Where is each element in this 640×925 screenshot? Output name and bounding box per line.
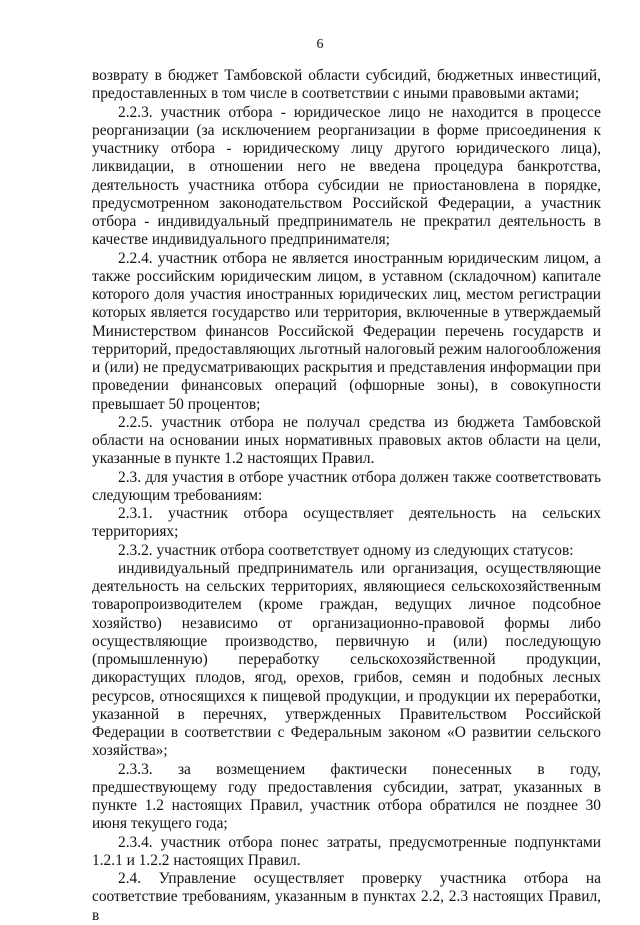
paragraph-funds-return: возврату в бюджет Тамбовской области субсидий, бюджетных инвестиций, предоставленных в том числе в соответствии с иными правовыми актами;: [92, 67, 601, 103]
document-body: [92, 67, 601, 925]
paragraph-2-2-3: 2.2.3. участник отбора - юридическое лицо не находится в процессе реорганизации (за исключением реорганизации в форме присоединения к участнику отбора - юридическому лицу другого юридического лица), ликвидации, в отношении него не введена процедура банкротства, деятельность участника отбора субсидии не приостановлена в порядке, предусмотренном законодательством Российской Федерации, а участник отбора - индивидуальный предприниматель не прекратил деятельность в качестве индивидуального предпринимателя;: [92, 103, 601, 249]
paragraph-2-3-4: 2.3.4. участник отбора понес затраты, предусмотренные подпунктами 1.2.1 и 1.2.2 настоящих Правил.: [92, 833, 601, 869]
paragraph-status-description: индивидуальный предприниматель или организация, осуществляющие деятельность на сельских территориях, являющиеся сельскохозяйственным товаропроизводителем (кроме граждан, ведущих личное подсобное хозяйство) независимо от организационно-правовой формы либо осуществляющие производство, первичную и (или) последующую (промышленную) переработку сельскохозяйственной продукции, дикорастущих плодов, ягод, орехов, грибов, семян и подобных лесных ресурсов, относящихся к пищевой продукции, и продукции их переработки, указанной в перечнях, утвержденных Правительством Российской Федерации в соответствии с Федеральным законом «О развитии сельского хозяйства»;: [92, 559, 601, 760]
paragraph-2-3-1: 2.3.1. участник отбора осуществляет деятельность на сельских территориях;: [92, 505, 601, 541]
paragraph-2-3: 2.3. для участия в отборе участник отбора должен также соответствовать следующим требованиям:: [92, 468, 601, 504]
page-number: 6: [316, 37, 324, 52]
paragraph-2-3-3: 2.3.3. за возмещением фактически понесенных в году, предшествующему году предоставления субсидии, затрат, указанных в пункте 1.2 настоящих Правил, участник отбора обратился не позднее 30 июня текущего года;: [92, 760, 601, 833]
paragraph-2-2-4: 2.2.4. участник отбора не является иностранным юридическим лицом, а также российским юридическим лицом, в уставном (складочном) капитале которого доля участия иностранных юридических лиц, местом регистрации которых является государство или территория, включенные в утверждаемый Министерством финансов Российской Федерации перечень государств и территорий, предоставляющих льготный налоговый режим налогообложения и (или) не предусматривающих раскрытия и представления информации при проведении финансовых операций (офшорные зоны), в совокупности превышает 50 процентов;: [92, 249, 601, 413]
paragraph-2-3-2: 2.3.2. участник отбора соответствует одному из следующих статусов:: [118, 541, 574, 559]
paragraph-2-4: 2.4. Управление осуществляет проверку участника отбора на соответствие требованиям, указанным в пунктах 2.2, 2.3 настоящих Правил, в: [92, 870, 601, 924]
paragraph-2-2-5: 2.2.5. участник отбора не получал средства из бюджета Тамбовской области на основании иных нормативных правовых актов области на цели, указанные в пункте 1.2 настоящих Правил.: [92, 413, 601, 468]
